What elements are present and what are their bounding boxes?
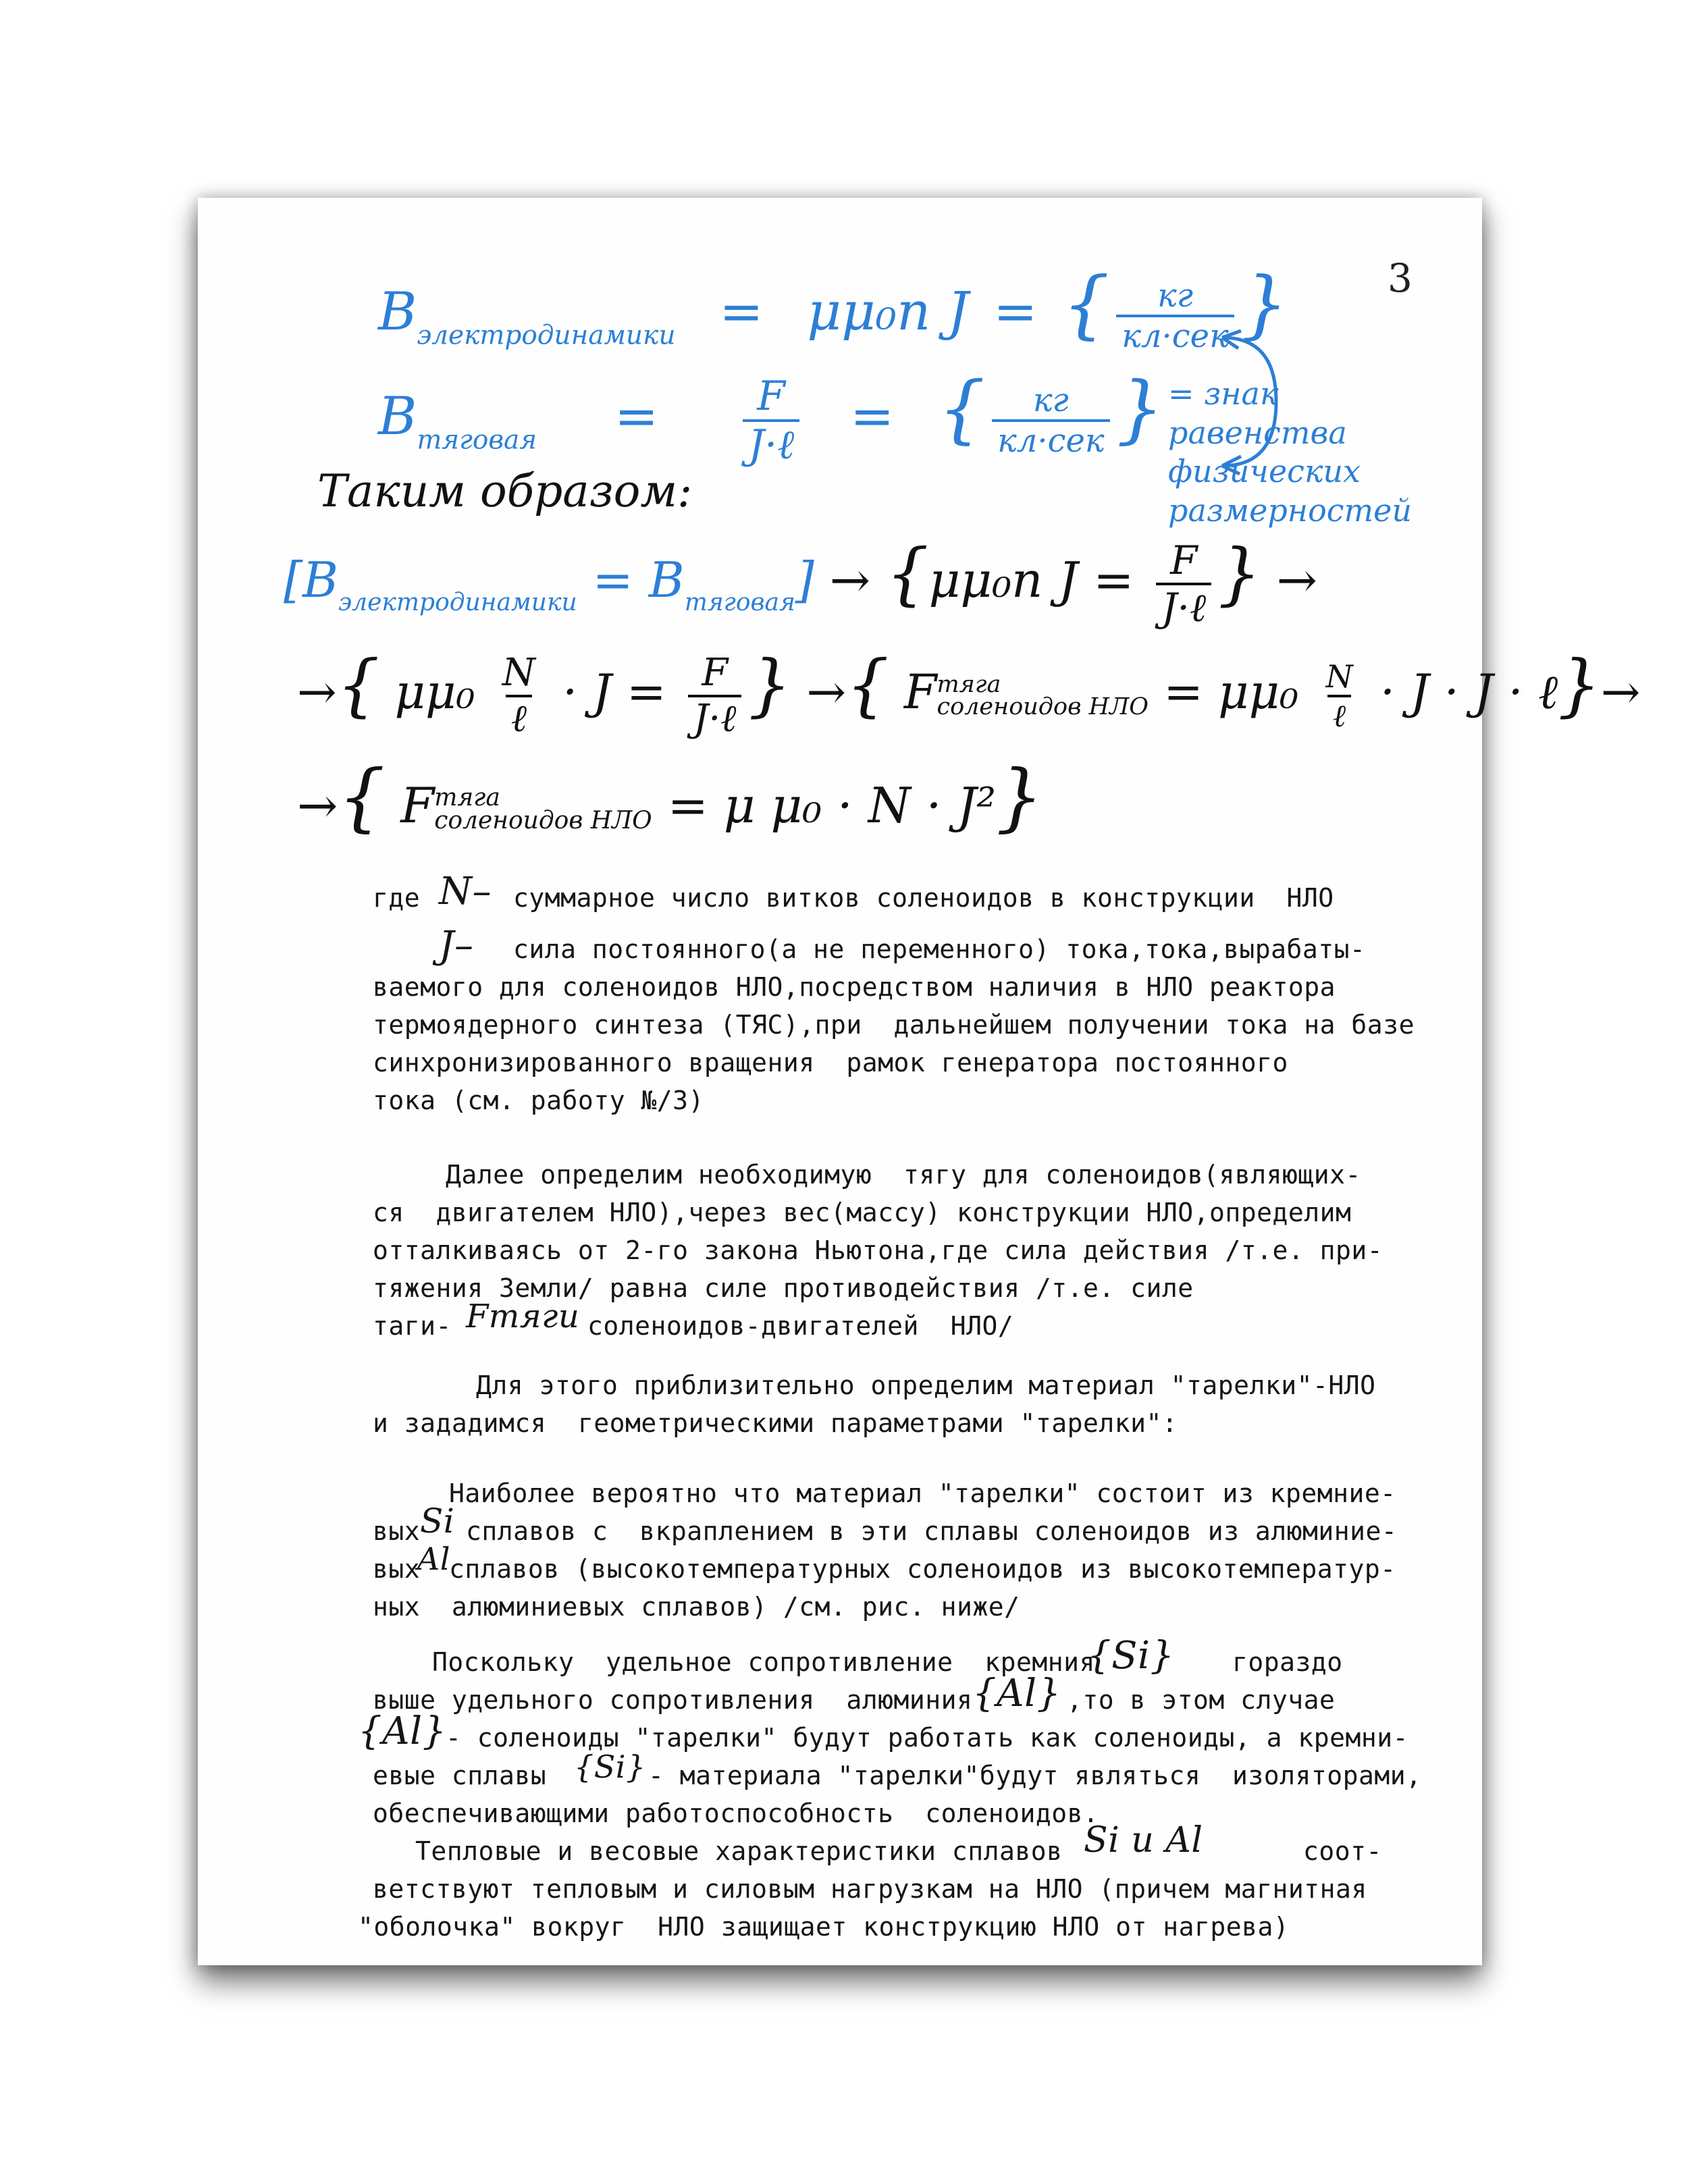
numerator: N: [502, 651, 535, 695]
brace-open: {: [338, 753, 386, 840]
equals-sign: =: [592, 552, 633, 608]
denominator: J·ℓ: [688, 695, 742, 738]
text-line: ветствуют тепловым и силовым нагрузкам на НЛО (причем магнитная: [373, 1874, 1367, 1904]
mu-mu0: μμ₀: [394, 664, 475, 720]
b-symbol: B: [378, 386, 417, 447]
arrow: →: [1600, 664, 1641, 720]
rhs-tail: · J · J · ℓ: [1379, 664, 1558, 720]
symbol-f-tyagi: Fтяги: [466, 1298, 580, 1335]
text-line: сила постоянного(а не переменного) тока,тока,вырабаты-: [513, 934, 1366, 964]
f-sub-line: соленоидов НЛО: [937, 693, 1149, 720]
equals-sign: =: [993, 282, 1038, 342]
b-subscript: тяговая: [417, 425, 537, 456]
numerator: F: [1170, 537, 1198, 583]
text-line: синхронизированного вращения рамок генератора постоянного: [373, 1048, 1288, 1077]
brace-open: {: [938, 365, 986, 452]
denominator: ℓ: [506, 695, 532, 738]
f-over-jl: [688, 651, 742, 741]
text-line: - соленоиды "тарелки" будут работать как соленоиды, а кремни-: [446, 1723, 1409, 1753]
arrow: →: [806, 664, 846, 720]
mu-mu0-n-j: μμ₀n J: [807, 282, 969, 342]
brace-close: }: [1116, 365, 1164, 452]
formula-b-electrodynamics: [378, 261, 1288, 355]
arrow: →: [829, 552, 871, 608]
f-sub-line: соленоидов НЛО: [434, 807, 652, 834]
arrow: →: [297, 664, 337, 720]
symbol-al-brace: {Al}: [358, 1709, 447, 1753]
text-line: обеспечивающими работоспособность соленоидов.: [373, 1799, 1099, 1828]
text-line: тяжения Земли/ равна силе противодействия /т.е. силе: [373, 1273, 1194, 1303]
text-line: соленоидов-двигателей НЛО/: [587, 1311, 1014, 1341]
text-line: ных алюминиевых сплавов) /см. рис. ниже/: [373, 1592, 1020, 1622]
numerator: N: [1325, 658, 1353, 695]
b-subscript: электродинамики: [417, 320, 676, 351]
units-numerator: кг: [1032, 381, 1069, 419]
text-line: гораздо: [1232, 1647, 1343, 1677]
text-line: ,то в этом случае: [1067, 1685, 1336, 1715]
brace-open: {: [1062, 261, 1110, 347]
brace-open: {: [885, 534, 929, 613]
units-denominator: кл·сек: [1116, 315, 1234, 352]
numerator: F: [702, 651, 729, 695]
symbol-si-al: Si и Al: [1084, 1820, 1203, 1861]
text-line: соот-: [1303, 1836, 1382, 1866]
text-line: - материала "тарелки"будут являться изоляторами,: [648, 1761, 1422, 1790]
brace-close: }: [1218, 534, 1261, 613]
dot-j: · J =: [562, 664, 666, 720]
text-line: суммарное число витков соленоидов в конструкции НЛО: [513, 883, 1334, 913]
symbol-si: Si: [420, 1501, 455, 1541]
text-line: тока (см. работу №/3): [373, 1086, 704, 1115]
brace-close: }: [1240, 261, 1288, 347]
denominator: J·ℓ: [743, 419, 799, 465]
formula-equality: [284, 534, 1317, 631]
text-line: Поскольку удельное сопротивление кремния: [432, 1647, 1095, 1677]
denominator: ℓ: [1327, 695, 1351, 731]
final-rhs: = μ μ₀ · N · J²: [667, 777, 997, 834]
text-line: Тепловые и весовые характеристики сплавов: [415, 1836, 1063, 1866]
equals-sign: =: [719, 282, 764, 342]
f-over-jl: [743, 372, 799, 469]
text-line: евые сплавы: [373, 1761, 547, 1790]
gde-label: где: [373, 883, 421, 913]
text-line: сплавов (высокотемпературных соленоидов из высокотемператур-: [449, 1554, 1396, 1584]
text-line: "оболочка" вокруг НЛО защищает конструкцию НЛО от нагрева): [358, 1912, 1290, 1942]
text-line: сплавов с вкраплением в эти сплавы соленоидов из алюминие-: [466, 1516, 1398, 1546]
rhs-mu: = μμ₀: [1163, 664, 1299, 720]
text-line: и зададимся геометрическими параметрами "тарелки":: [373, 1408, 1178, 1438]
units-fraction: [992, 381, 1109, 460]
f-over-jl: [1156, 537, 1211, 631]
brace-open: {: [846, 645, 889, 724]
text-line: выше удельного сопротивления алюминия: [373, 1685, 973, 1715]
f-sub-line: тяга: [937, 670, 1001, 698]
text-line: отталкиваясь от 2-го закона Ньютона,где сила действия /т.е. при-: [373, 1235, 1383, 1265]
text-line: ваемого для соленоидов НЛО,посредством наличия в НЛО реактора: [373, 972, 1336, 1002]
text-line: Далее определим необходимую тягу для соленоидов(являющих-: [446, 1160, 1361, 1190]
brace-close: }: [996, 753, 1044, 840]
text-line: термоядерного синтеза (ТЯС),при дальнейшем получении тока на базе: [373, 1010, 1415, 1040]
brace-open: {: [336, 645, 380, 724]
formula-chain-final: [297, 753, 1044, 840]
numerator: F: [757, 372, 785, 420]
n-over-l: [1320, 658, 1358, 734]
blue-bracket-expr: $[B_{электродинамики} = B_{тяговая}]$: [284, 552, 814, 616]
f-symbol: F: [903, 664, 937, 720]
units-numerator: кг: [1157, 276, 1193, 315]
n-over-l: [497, 651, 541, 741]
dimension-note: = знак равенства физических размерностей: [1168, 375, 1412, 529]
symbol-si-brace: {Si}: [574, 1749, 646, 1785]
symbol-n: N–: [439, 870, 492, 913]
formula-b-tyagovaya: [378, 365, 1164, 469]
f-subscript: [434, 783, 652, 834]
symbol-j: J–: [439, 924, 474, 967]
brace-close: }: [748, 645, 792, 724]
text-line: вых: [373, 1554, 421, 1584]
equals-sign: =: [849, 386, 895, 447]
symbol-al: Al: [417, 1541, 450, 1577]
f-sub-line: тяга: [434, 783, 500, 811]
takim-obrazom: Таким образом:: [317, 465, 693, 517]
units-denominator: кл·сек: [992, 419, 1109, 457]
text-line: Наиболее вероятно что материал "тарелки" состоит из кремние-: [449, 1479, 1396, 1508]
b-subscript: тяговая: [684, 588, 795, 616]
brace-close: }: [1558, 645, 1601, 724]
formula-chain-1: [297, 645, 1641, 741]
b-symbol: B: [648, 552, 685, 608]
f-subscript: [937, 670, 1149, 720]
page-number: 3: [1388, 255, 1413, 301]
text-line: Для этого приблизительно определим материал "тарелки"-НЛО: [476, 1370, 1376, 1400]
b-subscript: электродинамики: [338, 588, 577, 616]
text-line: таги-: [373, 1311, 452, 1341]
text-line: ся двигателем НЛО),через вес(массу) конструкции НЛО,определим: [373, 1198, 1352, 1227]
arrow: →: [1276, 552, 1317, 608]
symbol-al-brace: {Al}: [972, 1672, 1061, 1715]
b-symbol: B: [378, 282, 417, 342]
f-symbol: F: [400, 777, 435, 834]
b-symbol: B: [302, 552, 339, 608]
denominator: J·ℓ: [1156, 583, 1211, 627]
arrow: →: [297, 777, 338, 834]
text-line: вых: [373, 1516, 421, 1546]
mu-mu0-n-j: μμ₀n J =: [928, 552, 1134, 608]
symbol-si-brace: {Si}: [1087, 1634, 1175, 1678]
equals-sign: =: [614, 386, 659, 447]
